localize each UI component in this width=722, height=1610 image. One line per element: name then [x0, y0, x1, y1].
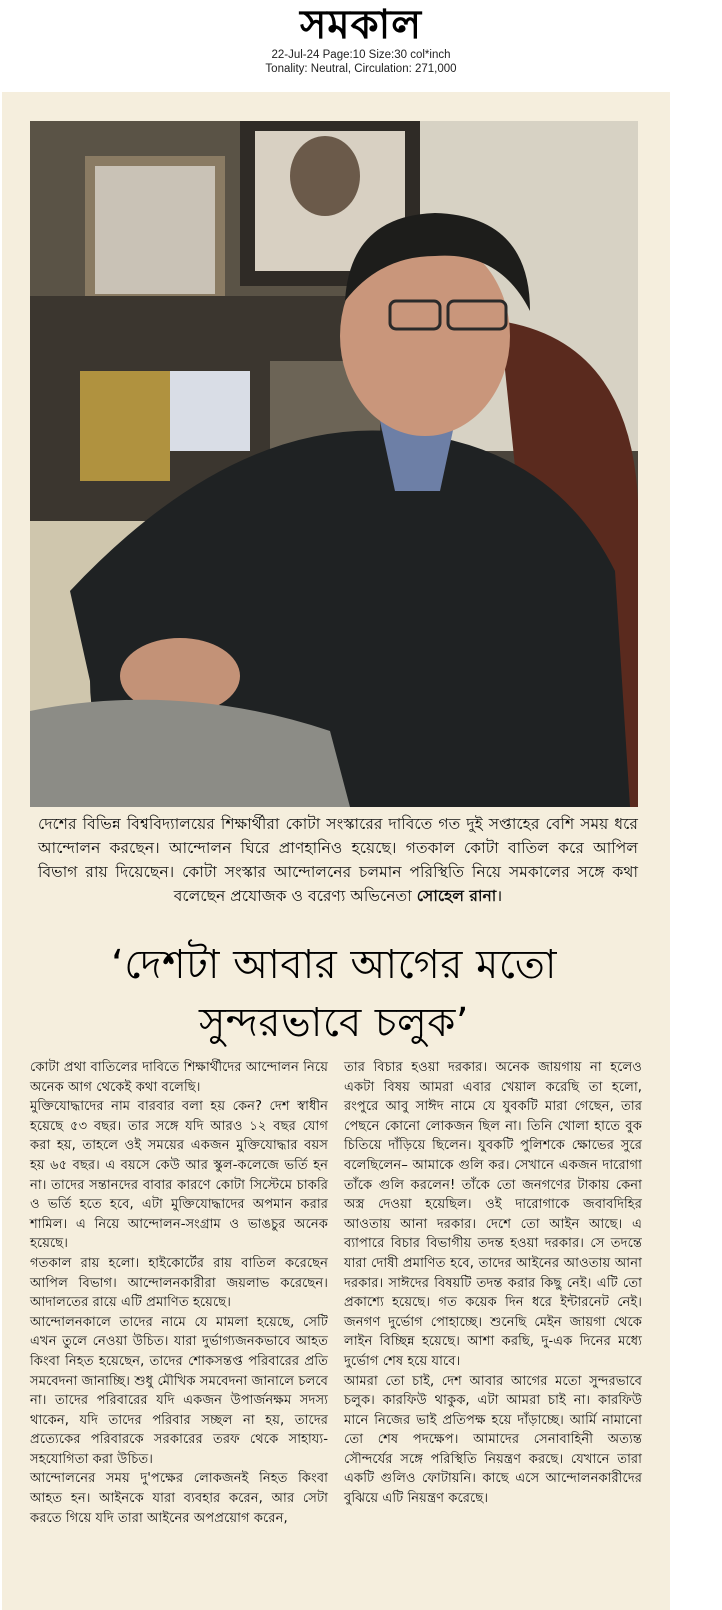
article-headline [30, 936, 638, 1052]
masthead [0, 2, 722, 76]
article-body [30, 1058, 642, 1528]
headline-line-1: ‘দেশটা আবার আগের মতো [110, 942, 558, 988]
body-paragraph: গতকাল রায় হলো। হাইকোর্টের রায় বাতিল করেছেন আপিল বিভাগ। আন্দোলনকারীরা জয়লাভ করেছেন। আদালতের রায়ে এটি প্রমাণিত হয়েছে। [30, 1255, 328, 1311]
body-paragraph: তার বিচার হওয়া দরকার। অনেক জায়গায় না হলেও একটা বিষয় আমরা এবার খেয়াল করেছি তা হলো, রংপুরে আবু সাঈদ নামে যে যুবকটি মারা গেছেন, তার পেছনে কোনো লোকজন ছিল না। তিনি খোলা হাতে বুক চিতিয়ে দাঁড়িয়ে ছিলেন। যুবকটি পুলিশকে ক্ষোভের সুরে বলেছিলেন– আমাকে গুলি কর। সেখানে একজন দারোগা তাঁকে গুলি করলেন! তাঁকে তো জনগণের টাকায় কেনা অস্ত্র দেওয়া হয়েছিল। ওই দারোগাকে জবাবদিহির আওতায় আনা দরকার। দেশে তো আইন আছে। এ ব্যাপারে বিচার বিভাগীয় তদন্ত হওয়া দরকার। সে তদন্তে যারা দোষী প্রমাণিত হবে, তাদের আইনের আওতায় আনা দরকার। সাঈদের বিষয়টি তদন্ত করার কিছু নেই। এটি তো প্রকাশ্যে হয়েছে। গত কয়েক দিন ধরে ইন্টারনেট নেই। জনগণ দুর্ভোগ পোহাচ্ছে। শুনেছি মেইন জায়গা থেকে লাইন বিচ্ছিন্ন হয়েছে। আশা করছি, দু-এক দিনের মধ্যে দুর্ভোগ শেষ হয়ে যাবে। [344, 1060, 642, 1369]
headline-line-2: সুন্দরভাবে চলুক’ [198, 1000, 470, 1046]
body-paragraph: কোটা প্রথা বাতিলের দাবিতে শিক্ষার্থীদের আন্দোলন নিয়ে অনেক আগ থেকেই কথা বলেছি। [30, 1060, 328, 1095]
body-column-right [344, 1058, 642, 1528]
body-paragraph: মুক্তিযোদ্ধাদের নাম বারবার বলা হয় কেন? দেশ স্বাধীন হয়েছে ৫৩ বছর। তার সঙ্গে যদি আরও ১২ বছর যোগ করা হয়, তাহলে ওই সময়ের একজন মুক্তিযোদ্ধার বয়স হয় ৬৫ বছর। এ বয়সে কেউ আর স্কুল-কলেজে ভর্তি হন না। তাদের সন্তানদের বাবার কারণে কোটা সিস্টেমে চাকরি ও ভর্তি হতে হবে, এটা মুক্তিযোদ্ধাদের অপমান করার শামিল। এ নিয়ে আন্দোলন-সংগ্রাম ও ভাঙচুর অনেক হয়েছে। [30, 1099, 328, 1252]
intro-text: দেশের বিভিন্ন বিশ্ববিদ্যালয়ের শিক্ষার্থীরা কোটা সংস্কারের দাবিতে গত দুই সপ্তাহের বেশি সময় ধরে আন্দোলন করছেন। আন্দোলন ঘিরে প্রাণহানিও হয়েছে। গতকাল কোটা বাতিল করে আপিল বিভাগ রায় দিয়েছেন। কোটা সংস্কার আন্দোলনের চলমান পরিস্থিতি নিয়ে সমকালের সঙ্গে কথা বলেছেন প্রযোজক ও বরেণ্য অভিনেতা [38, 815, 638, 905]
interviewee-name: সোহেল রানা [416, 887, 497, 905]
clip-meta-line-1: 22-Jul-24 Page:10 Size:30 col*inch [271, 49, 451, 61]
intro-end: । [496, 887, 503, 905]
newspaper-logo: সমকাল [299, 1, 423, 48]
article-intro [38, 812, 638, 908]
body-paragraph: আন্দোলনের সময় দু'পক্ষের লোকজনই নিহত কিংবা আহত হন। আইনকে যারা ব্যবহার করেন, আর সেটা করতে গিয়ে যদি তারা আইনের অপপ্রয়োগ করেন, [30, 1471, 328, 1526]
portrait-photo-drawing [30, 121, 638, 807]
clip-meta-line-2: Tonality: Neutral, Circulation: 271,000 [265, 63, 457, 75]
portrait-photo-icon [30, 121, 638, 807]
body-paragraph: আমরা তো চাই, দেশ আবার আগের মতো সুন্দরভাবে চলুক। কারফিউ থাকুক, এটা আমরা চাই না। কারফিউ মানে নিজের ভাই প্রতিপক্ষ হয়ে দাঁড়াচ্ছে। আর্মি নামানো তো শেষ পদক্ষেপ। আমাদের সেনাবাহিনী অত্যন্ত সৌন্দর্যের সঙ্গে পরিস্থিতি নিয়ন্ত্রণ করছে। যেখানে তারা একটি গুলিও ফোটায়নি। কাছে এসে আন্দোলনকারীদের বুঝিয়ে এটি নিয়ন্ত্রণ করেছে। [344, 1373, 642, 1507]
body-column-left [30, 1058, 328, 1528]
body-paragraph: আন্দোলনকালে তাদের নামে যে মামলা হয়েছে, সেটি এখন তুলে নেওয়া উচিত। যারা দুর্ভাগ্যজনকভাবে আহত কিংবা নিহত হয়েছেন, তাদের শোকসন্তপ্ত পরিবারের প্রতি সমবেদনা জানাচ্ছি। শুধু মৌখিক সমবেদনা জানালে চলবে না। তাদের পরিবারের যদি একজন উপার্জনক্ষম সদস্য থাকেন, যদি তাদের পরিবার সচ্ছল না হয়, তাদের প্রত্যেকের পরিবারকে সরকারের তরফ থেকে সাহায্য-সহযোগিতা করা উচিত। [30, 1314, 328, 1467]
